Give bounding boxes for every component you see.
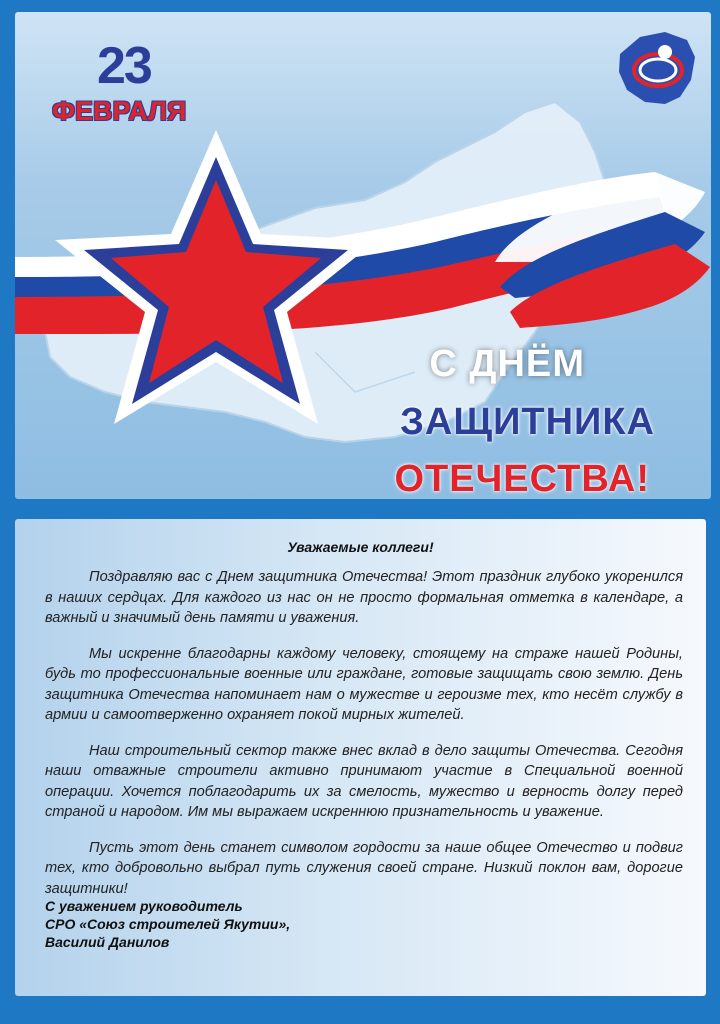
banner [15,12,711,499]
headline-line-1: С ДНЁМ [429,343,585,385]
letter-greeting: Уважаемые коллеги! [287,539,434,555]
letter-paragraph: Поздравляю вас с Днем защитника Отечества! Этот праздник глубоко укоренился в наших сердцах. Для каждого из нас он не просто формальная отметка в календаре, а важный и значимый день памяти и уважения. [45,569,683,626]
letter-paragraph: Мы искренне благодарны каждому человеку, стоящему на страже нашей Родины, будь то профессиональные военные или граждане, готовые защищать свою землю. День защитника Отечества напоминает нам о мужестве и героизме тех, кто несёт службу в армии и самоотверженно охраняет покой мирных жителей. [45,645,683,723]
letter-body [45,567,683,914]
signature-line: СРО «Союз строителей Якутии», [45,916,291,932]
letter-paragraph: Наш строительный сектор также внес вклад в дело защиты Отечества. Сегодня наши отважные строители активно принимают участие в Специальной военной операции. Хочется поблагодарить их за смелость, мужество и верность долгу перед страной и народом. Им мы выражаем искреннюю признательность и уважение. [45,742,683,820]
letter-paragraph: Пусть этот день станет символом гордости за наше общее Отечество и подвиг тех, кто добровольно выбрал путь служения своей стране. Низкий поклон вам, дорогие защитники! [45,839,683,897]
signature-name: Василий Данилов [45,934,170,950]
letter-signature [45,897,290,951]
sro-logo-map-icon [619,32,695,104]
date-number: 23 [97,37,151,95]
date-month: ФЕВРАЛЯ [52,96,187,126]
headline-line-3: ОТЕЧЕСТВА! [394,458,650,499]
headline-line-2: ЗАЩИТНИКА [400,401,655,443]
letter-panel [15,519,706,996]
signature-line: С уважением руководитель [45,898,243,914]
